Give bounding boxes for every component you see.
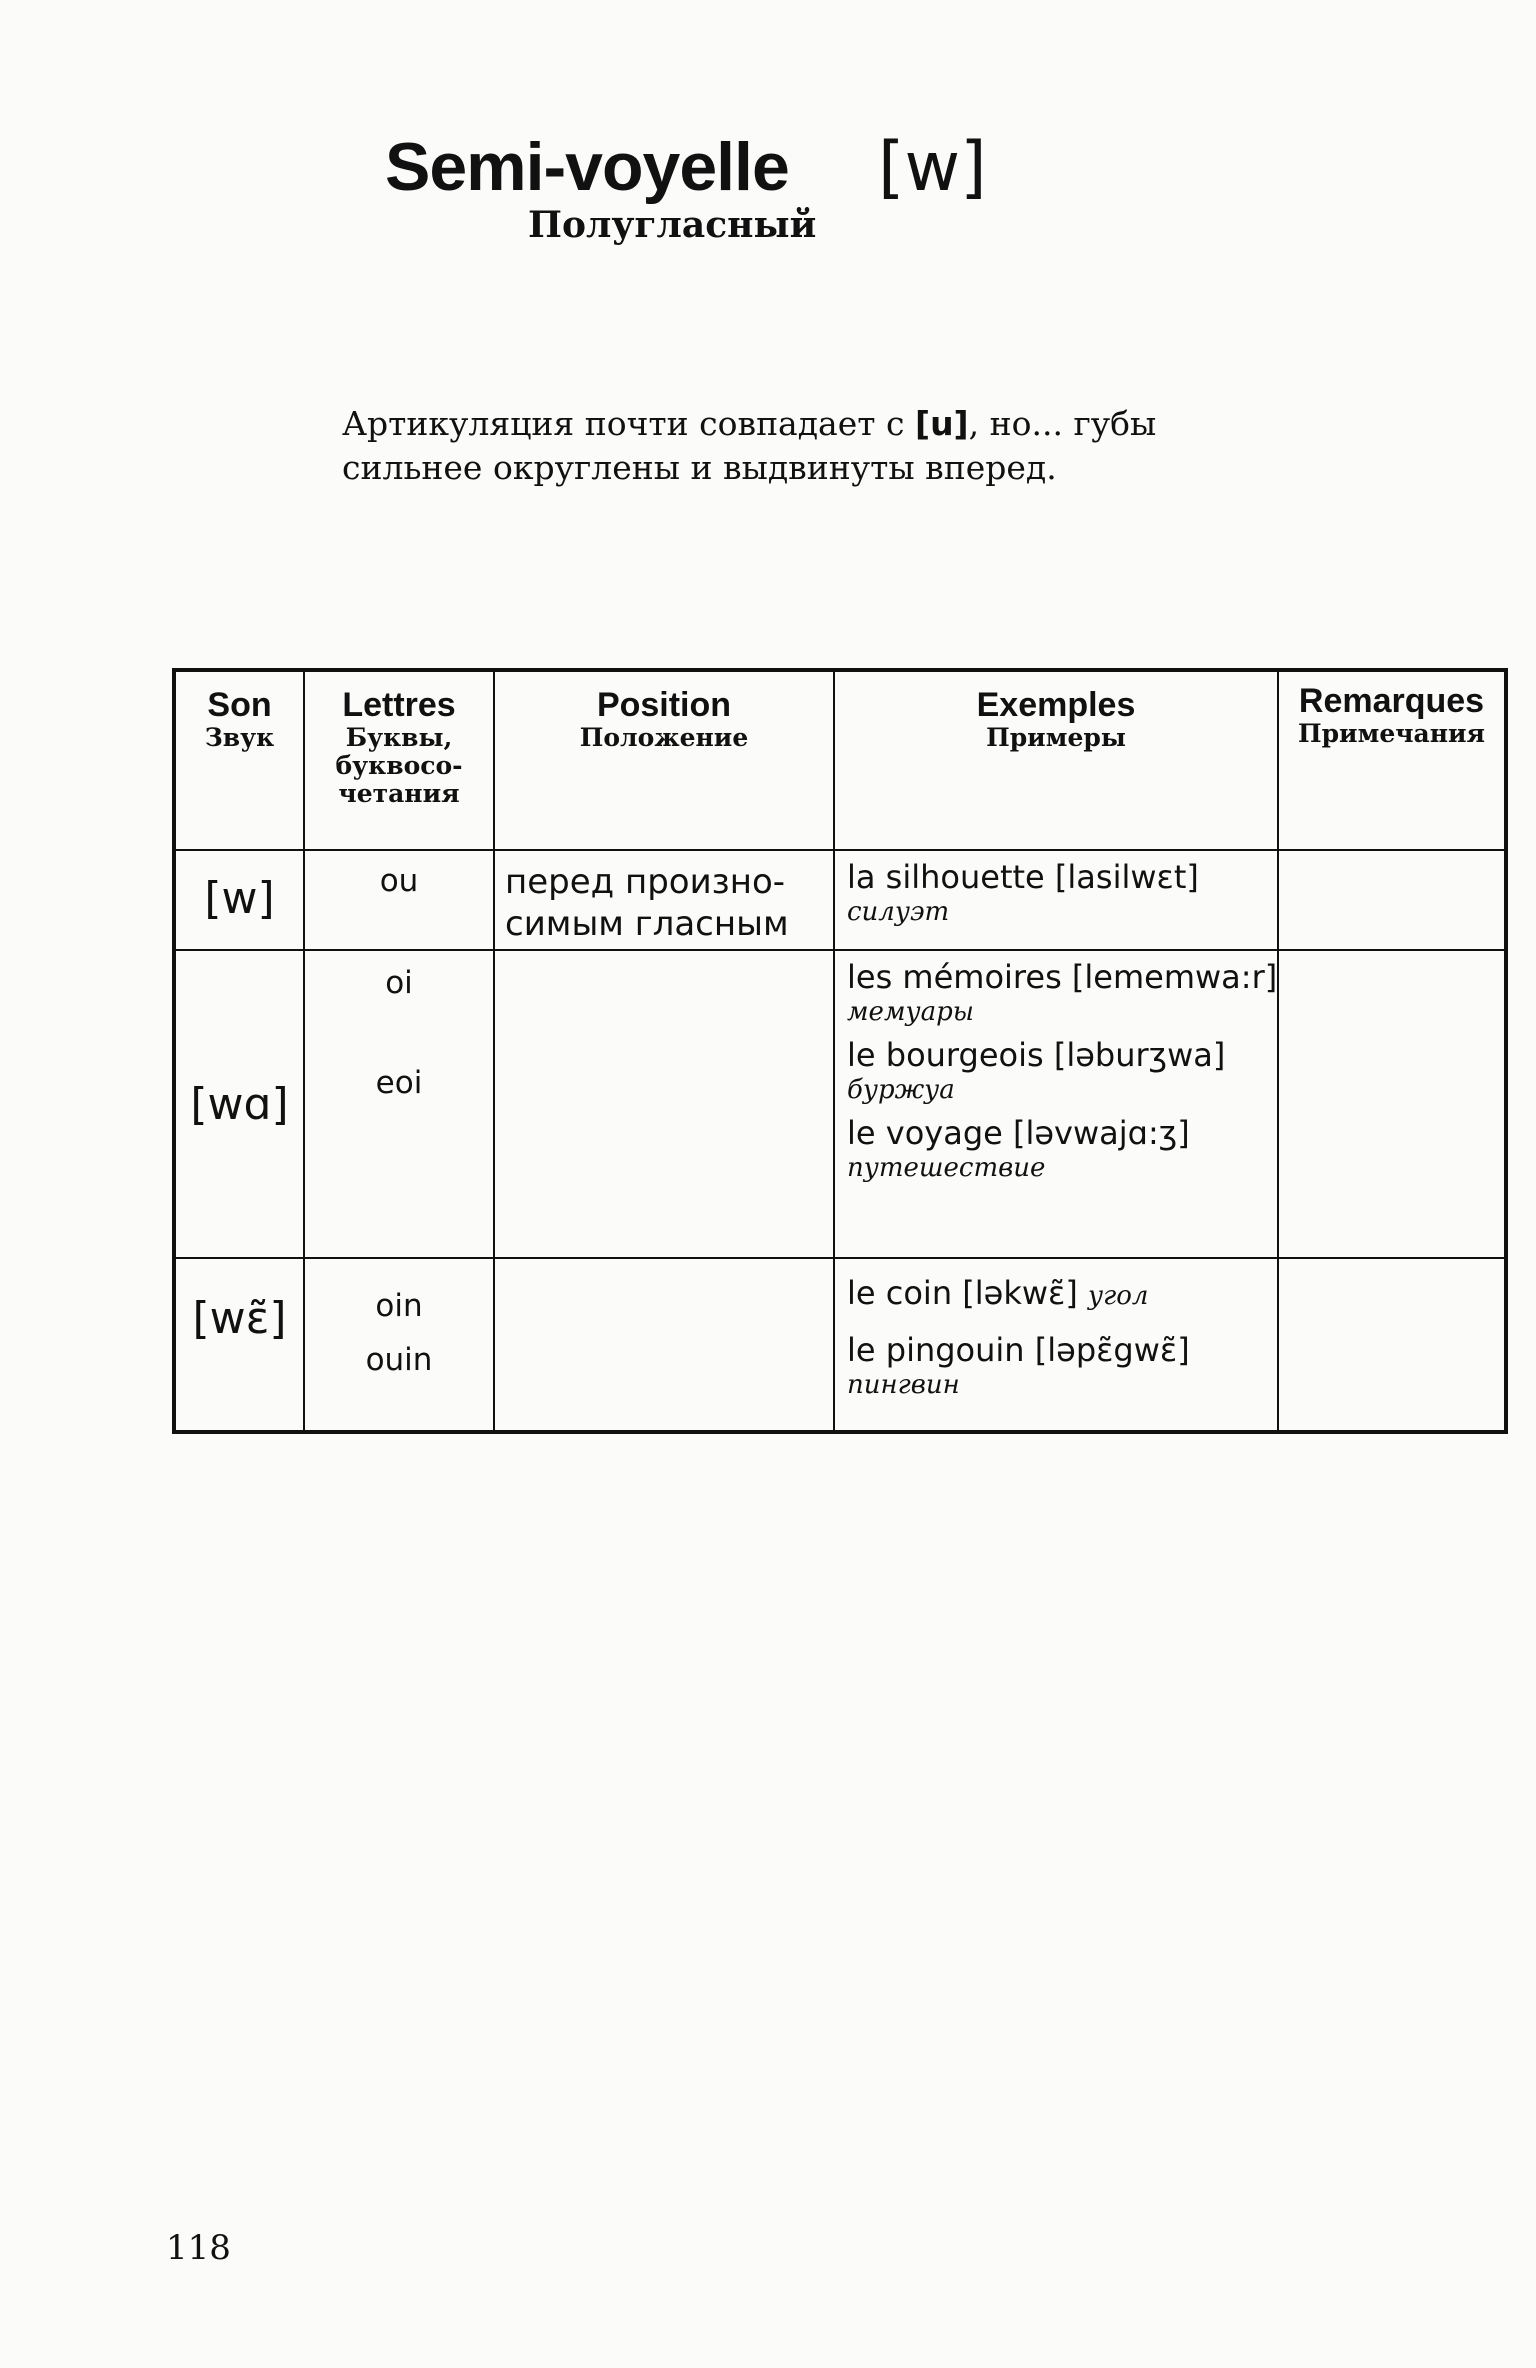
remarks-cell bbox=[1278, 1258, 1506, 1432]
letter-combo: ou bbox=[379, 863, 419, 899]
letters-cell bbox=[304, 1258, 494, 1432]
sound-cell: [wɑ] bbox=[174, 950, 304, 1258]
header-fr: Son bbox=[207, 686, 272, 724]
header-ru: Звук bbox=[204, 723, 275, 752]
intro-text-before: Артикуляция почти совпадает с bbox=[342, 404, 915, 443]
page-title: Semi-voyelle bbox=[385, 129, 789, 205]
example-fr: le coin [ləkwɛ̃] bbox=[847, 1274, 1078, 1312]
header-ru: Буквы, буквосо-четания bbox=[335, 723, 463, 808]
examples-cell bbox=[834, 850, 1278, 950]
example-fr: la silhouette [lasilwɛt] bbox=[847, 858, 1199, 896]
intro-text-after: , но... губы сильнее округлены и выдвинуты вперед. bbox=[342, 404, 1157, 487]
header-exemples bbox=[834, 670, 1278, 850]
example-fr: les mémoires [lememwa:r] bbox=[847, 958, 1278, 996]
phonetics-table bbox=[172, 668, 1508, 1434]
header-lettres bbox=[304, 670, 494, 850]
table-row bbox=[174, 850, 1506, 950]
letter-combo: oin bbox=[375, 1288, 423, 1324]
page-number: 118 bbox=[166, 2228, 231, 2268]
header-son bbox=[174, 670, 304, 850]
sound-cell: [w] bbox=[174, 850, 304, 950]
position-cell bbox=[494, 1258, 834, 1432]
examples-cell bbox=[834, 1258, 1278, 1432]
table-row bbox=[174, 950, 1506, 1258]
header-ru: Примеры bbox=[986, 723, 1126, 752]
intro-ipa: [u] bbox=[914, 404, 969, 443]
position-cell bbox=[494, 950, 834, 1258]
letter-combo: ouin bbox=[365, 1342, 433, 1378]
header-fr: Position bbox=[596, 686, 732, 724]
example-fr: le pingouin [ləpɛ̃gwɛ̃] bbox=[847, 1331, 1190, 1369]
example-fr: le voyage [ləvwajɑ:ʒ] bbox=[847, 1114, 1190, 1152]
example-ru: буржуа bbox=[847, 1075, 955, 1105]
example-ru: силуэт bbox=[847, 897, 950, 927]
table-header-row bbox=[174, 670, 1506, 850]
example-ru: путешествие bbox=[847, 1153, 1046, 1183]
header-fr: Remarques bbox=[1298, 682, 1485, 720]
header-ru: Положение bbox=[579, 723, 749, 752]
position-cell: перед произно-симым гласным bbox=[494, 850, 834, 950]
header-remarques bbox=[1278, 670, 1506, 850]
letter-combo: eoi bbox=[375, 1065, 423, 1101]
title-sound: [w] bbox=[878, 128, 987, 207]
header-fr: Exemples bbox=[976, 686, 1136, 724]
remarks-cell bbox=[1278, 850, 1506, 950]
intro-paragraph bbox=[342, 402, 1242, 490]
header-fr: Lettres bbox=[342, 686, 456, 724]
table-row bbox=[174, 1258, 1506, 1432]
remarks-cell bbox=[1278, 950, 1506, 1258]
sound-cell: [wɛ̃] bbox=[174, 1258, 304, 1432]
letter-combo: oi bbox=[385, 965, 413, 1001]
example-line bbox=[847, 1273, 1277, 1316]
header-ru: Примечания bbox=[1297, 719, 1486, 748]
letters-cell bbox=[304, 850, 494, 950]
example-ru: угол bbox=[1087, 1281, 1149, 1311]
header-position bbox=[494, 670, 834, 850]
example-ru: пингвин bbox=[847, 1370, 960, 1400]
example-ru: мемуары bbox=[847, 997, 974, 1027]
page-subtitle: Полугласный bbox=[528, 204, 817, 246]
letters-cell bbox=[304, 950, 494, 1258]
examples-cell bbox=[834, 950, 1278, 1258]
example-fr: le bourgeois [ləburʒwa] bbox=[847, 1036, 1226, 1074]
